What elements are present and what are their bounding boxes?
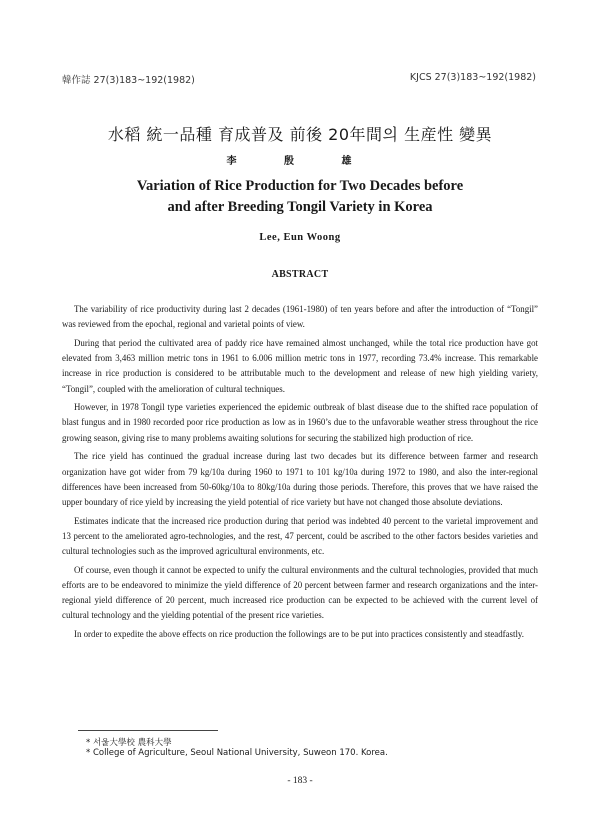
abstract-paragraph: The rice yield has continued the gradual increase during last two decades but its difference between farmer and research organization have got wider from 79 kg/10a during 1960 to 1971 to 101 kg/10a during 1972 to 1980, and also the inter-regional differences have been increased from 50-60kg/10a to 80kg/10a during those periods. Therefore, this proves that we have raised the upper boundary of rice yield by increasing the yield potential of rice variety but have not changed those absolute deviations. xyxy=(62,451,538,507)
footnote-divider xyxy=(78,730,218,731)
title-english-line-1: Variation of Rice Production for Two Decades before xyxy=(136,178,464,194)
title-english xyxy=(0,176,600,218)
journal-header-english: KJCS 27(3)183~192(1982) xyxy=(409,72,536,83)
abstract-paragraph: In order to expedite the above effects on rice production the followings are to be put into practices consistently and steadfastly. xyxy=(74,629,525,640)
abstract-paragraph: The variability of rice productivity during last 2 decades (1961-1980) of ten years before and after the introduction of “Tongil” was reviewed from the epochal, regional and varietal points of view. xyxy=(62,304,538,330)
title-korean: 水稻 統一品種 育成普及 前後 20年間의 生産性 變異 xyxy=(107,125,493,144)
abstract-paragraph: However, in 1978 Tongil type varieties experienced the epidemic outbreak of blast disease due to the shifted race population of blast fungus and in 1980 recorded poor rice production as low as in 1960’s due to the unfavorable weather stress throughout the rice growing season, giving rise to many problems awaiting solutions for securing the stabilized high production of rice. xyxy=(62,402,538,443)
page-number: - 183 - xyxy=(287,776,313,786)
footnote-english: * College of Agriculture, Seoul National University, Suweon 170. Korea. xyxy=(86,748,388,758)
abstract-paragraph: During that period the cultivated area of paddy rice have remained almost unchanged, while the total rice production have got elevated from 3,463 million metric tons in 1961 to 6.006 million metric tons in 1977, recording 73.4% increase. This remarkable increase in rice production is considered to be attributable much to the development and release of new high yielding variety, “Tongil”, coupled with the amelioration of cultural techniques. xyxy=(62,337,538,394)
abstract-paragraph: Estimates indicate that the increased rice production during that period was indebted 40 percent to the varietal improvement and 13 percent to the ameliorated agro-technologies, and the rest, 47 percent, could be ascribed to the other factors besides varieties and cultural technologies such as the improved agricultural environments, etc. xyxy=(62,515,538,557)
abstract-paragraph: Of course, even though it cannot be expected to unify the cultural environments and the cultural technologies, provided that much efforts are to be endeavored to minimize the yield difference of 20 percent between farmer and research organizations and the inter-regional yield difference of 20 percent, much increased rice production can be expected to be achieved with the current level of cultural technology and the yielding potential of the present rice varieties. xyxy=(62,564,538,621)
abstract-heading: ABSTRACT xyxy=(271,269,329,280)
author-english: Lee, Eun Woong xyxy=(259,232,341,243)
journal-header-korean: 韓作誌 27(3)183~192(1982) xyxy=(62,75,195,86)
title-english-line-2: and after Breeding Tongil Variety in Korea xyxy=(167,199,433,215)
footnote-korean: * 서울大學校 農科大學 xyxy=(86,738,172,748)
abstract-body xyxy=(62,302,538,646)
author-korean: 李 殷 雄 xyxy=(226,156,374,167)
